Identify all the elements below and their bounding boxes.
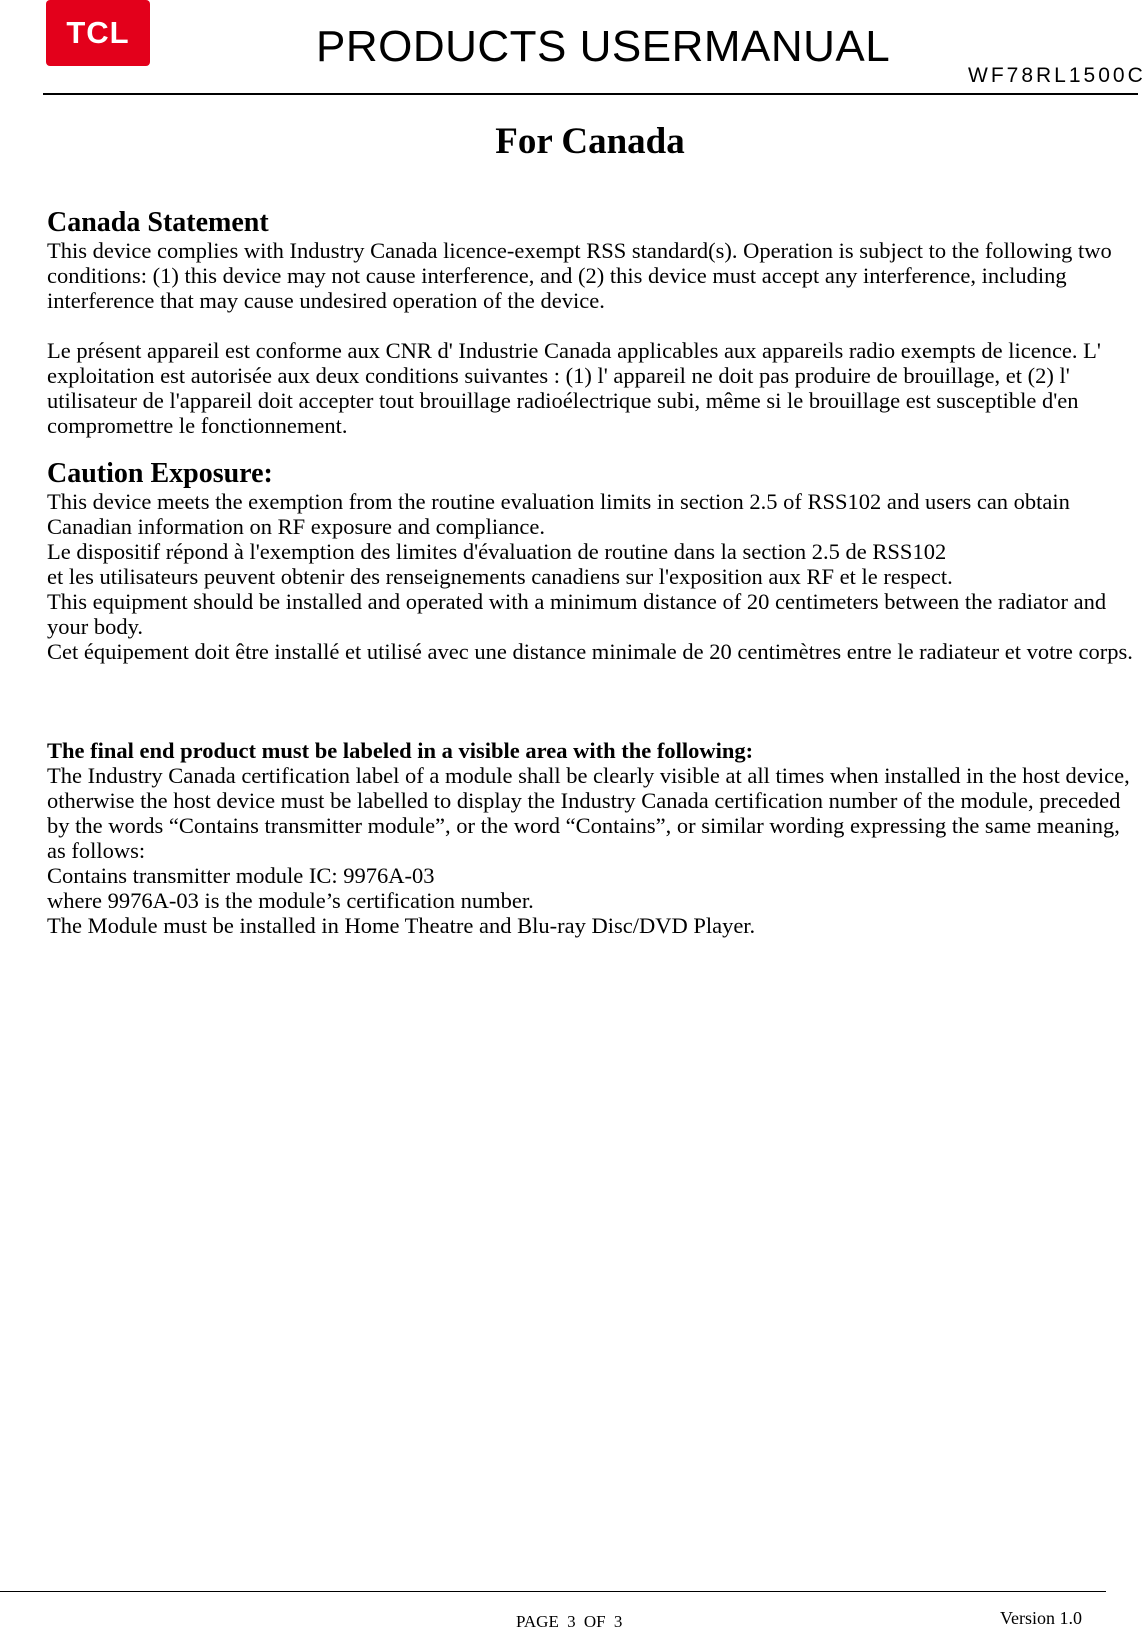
caution-exposure-line-3: et les utilisateurs peuvent obtenir des renseignements canadiens sur l'exposition aux RF et le respect.: [47, 564, 953, 589]
caution-exposure-line-5: Cet équipement doit être installé et utilisé avec une distance minimale de 20 centimètres entre le radiateur et votre corps.: [47, 639, 1133, 664]
tcl-logo: TCL: [46, 0, 150, 66]
caution-exposure-line-2: Le dispositif répond à l'exemption des limites d'évaluation de routine dans la section 2.5 de RSS102: [47, 539, 947, 564]
canada-statement-heading: Canada Statement: [47, 207, 269, 238]
document-title: PRODUCTS USERMANUAL: [316, 22, 891, 71]
document-body: [47, 208, 1137, 938]
labeling-line-2: Contains transmitter module IC: 9976A-03: [47, 863, 435, 888]
canada-statement-english: This device complies with Industry Canada licence-exempt RSS standard(s). Operation is subject to the following two conditions: (1) this device may not cause interference, and (2) this device must accept any interference, including interference that may cause undesired operation of the device.: [47, 238, 1112, 313]
labeling-line-4: The Module must be installed in Home Theatre and Blu-ray Disc/DVD Player.: [47, 913, 756, 938]
canada-statement-french: Le présent appareil est conforme aux CNR d' Industrie Canada applicables aux appareils radio exempts de licence. L' exploitation est autorisée aux deux conditions suivantes : (1) l' appareil ne doit pas produire de brouillage, et (2) l' utilisateur de l'appareil doit accepter tout brouillage radioélectrique subi, même si le brouillage est susceptible d'en compromettre le fonctionnement.: [47, 338, 1101, 438]
model-number: WF78RL1500C: [968, 64, 1146, 87]
page-number: PAGE 3 OF 3: [516, 1612, 623, 1631]
caution-exposure-heading: Caution Exposure:: [47, 458, 273, 489]
labeling-heading: The final end product must be labeled in a visible area with the following:: [47, 738, 754, 763]
caution-exposure-line-1: This device meets the exemption from the routine evaluation limits in section 2.5 of RSS102 and users can obtain Canadian information on RF exposure and compliance.: [47, 489, 1070, 539]
labeling-line-1: The Industry Canada certification label of a module shall be clearly visible at all times when installed in the host device, otherwise the host device must be labelled to display the Industry Canada certification number of the module, preceded by the words “Contains transmitter module”, or the word “Contains”, or similar wording expressing the same meaning, as follows:: [47, 763, 1130, 863]
page-heading: For Canada: [495, 121, 685, 162]
footer-divider: [0, 1591, 1106, 1592]
caution-exposure-line-4: This equipment should be installed and operated with a minimum distance of 20 centimeters between the radiator and your body.: [47, 589, 1107, 639]
header-divider: [43, 93, 1138, 95]
version-label: Version 1.0: [1000, 1608, 1082, 1628]
labeling-line-3: where 9976A-03 is the module’s certification number.: [47, 888, 534, 913]
